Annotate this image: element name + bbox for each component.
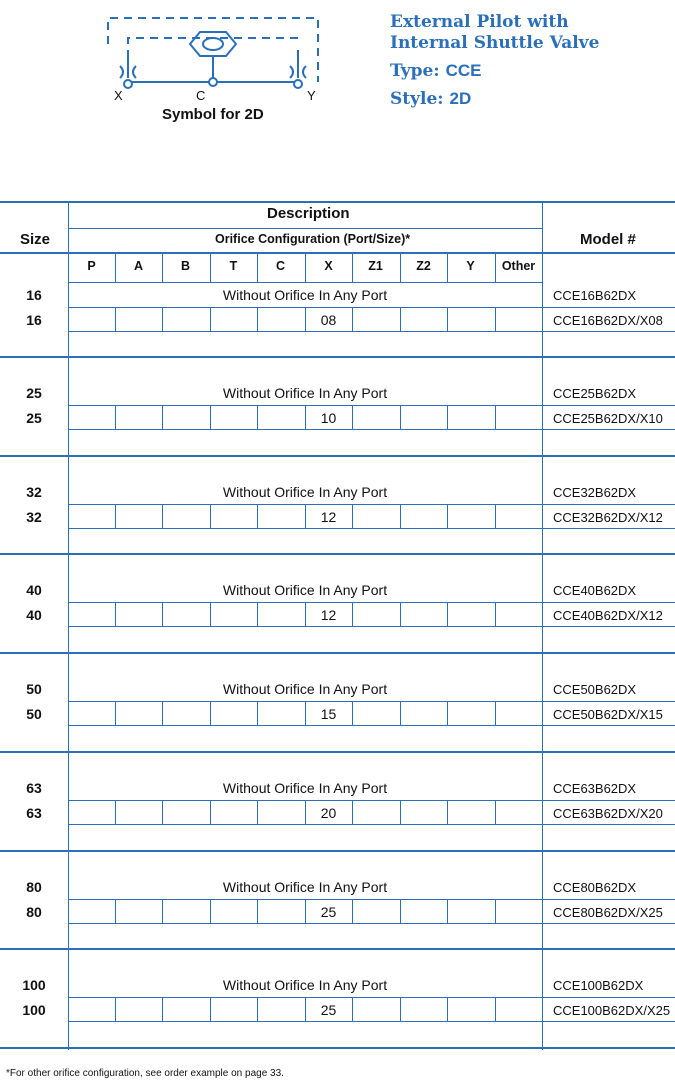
grid-line [257,307,258,331]
model-cell: CCE63B62DX [553,780,637,796]
grid-line [68,997,675,998]
grid-line [68,626,675,627]
grid-line [257,701,258,725]
grid-line [0,652,675,654]
grid-line [400,307,401,331]
port-column-header: P [87,259,96,273]
description-header: Description [267,205,350,222]
grid-line [115,997,116,1021]
grid-line [115,252,116,282]
grid-line [400,504,401,528]
type-value: CCE [445,61,482,80]
port-column-header: X [324,259,333,273]
without-orifice-cell: Without Orifice In Any Port [222,287,388,303]
port-y-label: Y [307,88,316,102]
grid-line [352,307,353,331]
size-cell: 40 [26,582,42,599]
grid-line [0,751,675,753]
grid-line [115,504,116,528]
grid-line [68,701,675,702]
grid-line [495,997,496,1021]
model-cell: CCE50B62DX [553,682,637,698]
x-orifice-cell: 25 [320,1002,337,1019]
grid-line [68,824,675,825]
grid-line [0,455,675,457]
x-orifice-cell: 12 [320,607,337,624]
grid-line [210,504,211,528]
size-cell: 25 [26,410,42,426]
symbol-caption: Symbol for 2D [162,106,264,123]
port-column-header: Other [501,259,536,273]
model-cell: CCE25B62DX/X10 [553,411,663,426]
grid-line [68,331,675,332]
grid-line [352,899,353,923]
grid-line [257,252,258,282]
model-cell: CCE16B62DX [553,288,637,303]
grid-line [495,504,496,528]
grid-line [115,405,116,429]
model-cell: CCE63B62DX/X20 [553,805,663,821]
grid-line [352,405,353,429]
size-cell: 50 [26,681,42,698]
size-cell: 63 [26,804,42,821]
grid-line [210,405,211,429]
grid-line [447,252,448,282]
grid-line [352,252,353,282]
grid-line [162,252,163,282]
model-cell: CCE80B62DX/X25 [553,904,663,920]
grid-line [162,701,163,725]
grid-line [68,504,675,505]
model-cell: CCE100B62DX [553,978,644,994]
grid-line [0,850,675,852]
grid-line [495,405,496,429]
style-value: 2D [449,89,472,108]
size-cell: 50 [26,706,42,723]
without-orifice-cell: Without Orifice In Any Port [222,385,388,401]
grid-line [115,602,116,626]
grid-line [210,701,211,725]
model-cell: CCE40B62DX [553,583,637,599]
model-cell: CCE50B62DX/X15 [553,707,663,723]
grid-line [400,252,401,282]
footnote: *For other orifice configuration, see order example on page 33. [6,1068,284,1079]
model-cell: CCE32B62DX [553,484,637,500]
grid-line [447,504,448,528]
grid-line [162,602,163,626]
size-cell: 80 [26,903,42,920]
grid-line [447,307,448,331]
grid-line [352,602,353,626]
grid-line [0,1047,675,1049]
grid-line [115,899,116,923]
grid-line [68,800,675,801]
grid-line [400,701,401,725]
grid-line [352,701,353,725]
without-orifice-cell: Without Orifice In Any Port [222,977,388,994]
grid-line [68,1021,675,1022]
grid-line [210,252,211,282]
grid-line [257,899,258,923]
grid-line [68,602,675,603]
grid-line [68,307,675,308]
grid-line [257,800,258,824]
model-cell: CCE16B62DX/X08 [553,313,663,328]
port-column-header: B [180,259,191,273]
model-cell: CCE32B62DX/X12 [553,509,663,525]
grid-line [68,725,675,726]
size-cell: 63 [26,779,42,796]
model-cell: CCE25B62DX [553,386,637,401]
grid-line [257,504,258,528]
style-label: Style: [390,89,444,109]
grid-line [400,800,401,824]
grid-line [0,948,675,950]
grid-line [162,307,163,331]
grid-line [352,800,353,824]
grid-line [0,356,675,358]
title-line-2: Internal Shuttle Valve [390,33,600,53]
size-cell: 16 [26,312,42,328]
grid-line [68,899,675,900]
grid-line [400,997,401,1021]
grid-line [68,528,675,529]
grid-line [495,899,496,923]
grid-line [115,701,116,725]
port-column-header: T [229,259,238,273]
grid-line [115,800,116,824]
size-header: Size [20,231,51,248]
size-cell: 100 [22,1002,46,1019]
x-orifice-cell: 20 [320,804,337,821]
model-cell: CCE100B62DX/X25 [553,1003,671,1019]
grid-line [68,282,542,283]
grid-line [115,307,116,331]
grid-line [68,228,542,229]
without-orifice-cell: Without Orifice In Any Port [222,681,388,698]
grid-line [447,701,448,725]
grid-line [447,405,448,429]
port-column-header: Y [466,259,475,273]
grid-line [257,405,258,429]
title-line-1: External Pilot with [390,12,569,32]
size-cell: 25 [26,385,42,401]
grid-line [0,252,675,254]
port-column-header: A [133,259,144,273]
grid-line [447,997,448,1021]
port-column-header: C [275,259,286,273]
size-cell: 100 [22,977,46,994]
without-orifice-cell: Without Orifice In Any Port [222,582,388,599]
size-cell: 80 [26,878,42,895]
port-x-label: X [114,88,123,102]
grid-line [495,252,496,282]
grid-line [447,899,448,923]
grid-line [495,701,496,725]
orifice-header: Orifice Configuration (Port/Size)* [215,232,411,246]
grid-line [400,602,401,626]
grid-line [210,800,211,824]
type-label: Type: [390,61,440,81]
model-cell: CCE40B62DX/X12 [553,608,663,624]
port-c-label: C [196,88,206,102]
grid-line [0,201,675,203]
grid-line [447,800,448,824]
grid-line [0,553,675,555]
grid-line [305,252,306,282]
grid-line [447,602,448,626]
grid-line [257,997,258,1021]
x-orifice-cell: 10 [320,410,337,426]
without-orifice-cell: Without Orifice In Any Port [222,483,388,500]
without-orifice-cell: Without Orifice In Any Port [222,779,388,796]
size-cell: 16 [26,287,42,303]
grid-line [162,899,163,923]
grid-line [68,405,675,406]
grid-line [68,923,675,924]
grid-line [352,997,353,1021]
grid-line [257,602,258,626]
grid-line [210,602,211,626]
port-column-header: Z2 [416,259,431,273]
grid-line [162,997,163,1021]
model-cell: CCE80B62DX [553,879,637,895]
model-header: Model # [580,231,636,248]
grid-line [495,602,496,626]
grid-line [210,899,211,923]
x-orifice-cell: 15 [320,706,337,723]
x-orifice-cell: 25 [320,903,337,920]
x-orifice-cell: 12 [320,508,337,525]
grid-line [68,429,675,430]
port-column-header: Z1 [368,259,383,273]
grid-line [210,997,211,1021]
grid-line [162,800,163,824]
grid-line [162,504,163,528]
grid-line [400,405,401,429]
grid-line [210,307,211,331]
size-cell: 32 [26,483,42,500]
size-cell: 40 [26,607,42,624]
grid-line [495,800,496,824]
grid-line [495,307,496,331]
x-orifice-cell: 08 [320,312,337,328]
grid-line [162,405,163,429]
without-orifice-cell: Without Orifice In Any Port [222,878,388,895]
size-cell: 32 [26,508,42,525]
grid-line [352,504,353,528]
grid-line [400,899,401,923]
